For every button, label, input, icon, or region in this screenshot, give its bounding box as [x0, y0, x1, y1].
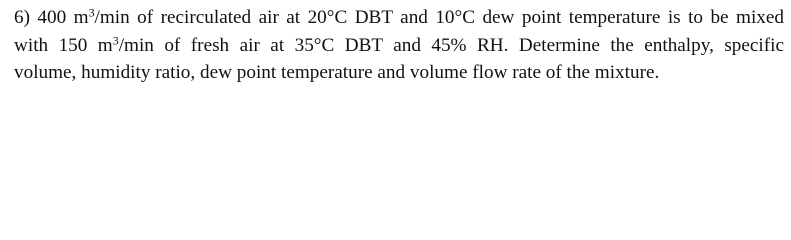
- problem-line-1-rest: /min of recirculated air at 20°C DBT and 10°C dew point temperature is to be mixed: [94, 7, 784, 28]
- problem-line-2: [14, 32, 784, 60]
- problem-line-2-rest: /min of fresh air at 35°C DBT and 45% RH. Determine the enthalpy, specific: [118, 34, 784, 56]
- cubic-exponent: 3: [88, 5, 95, 20]
- problem-statement: [14, 4, 784, 87]
- cubic-exponent: 3: [112, 32, 119, 47]
- problem-line-3-text: volume, humidity ratio, dew point temperature and volume flow rate of the mixture.: [14, 62, 660, 83]
- problem-line-2-start: with 150 m: [14, 34, 113, 56]
- problem-line-1: [14, 4, 784, 32]
- problem-line-3: [14, 59, 784, 87]
- problem-line-1-start: 6) 400 m: [14, 7, 89, 28]
